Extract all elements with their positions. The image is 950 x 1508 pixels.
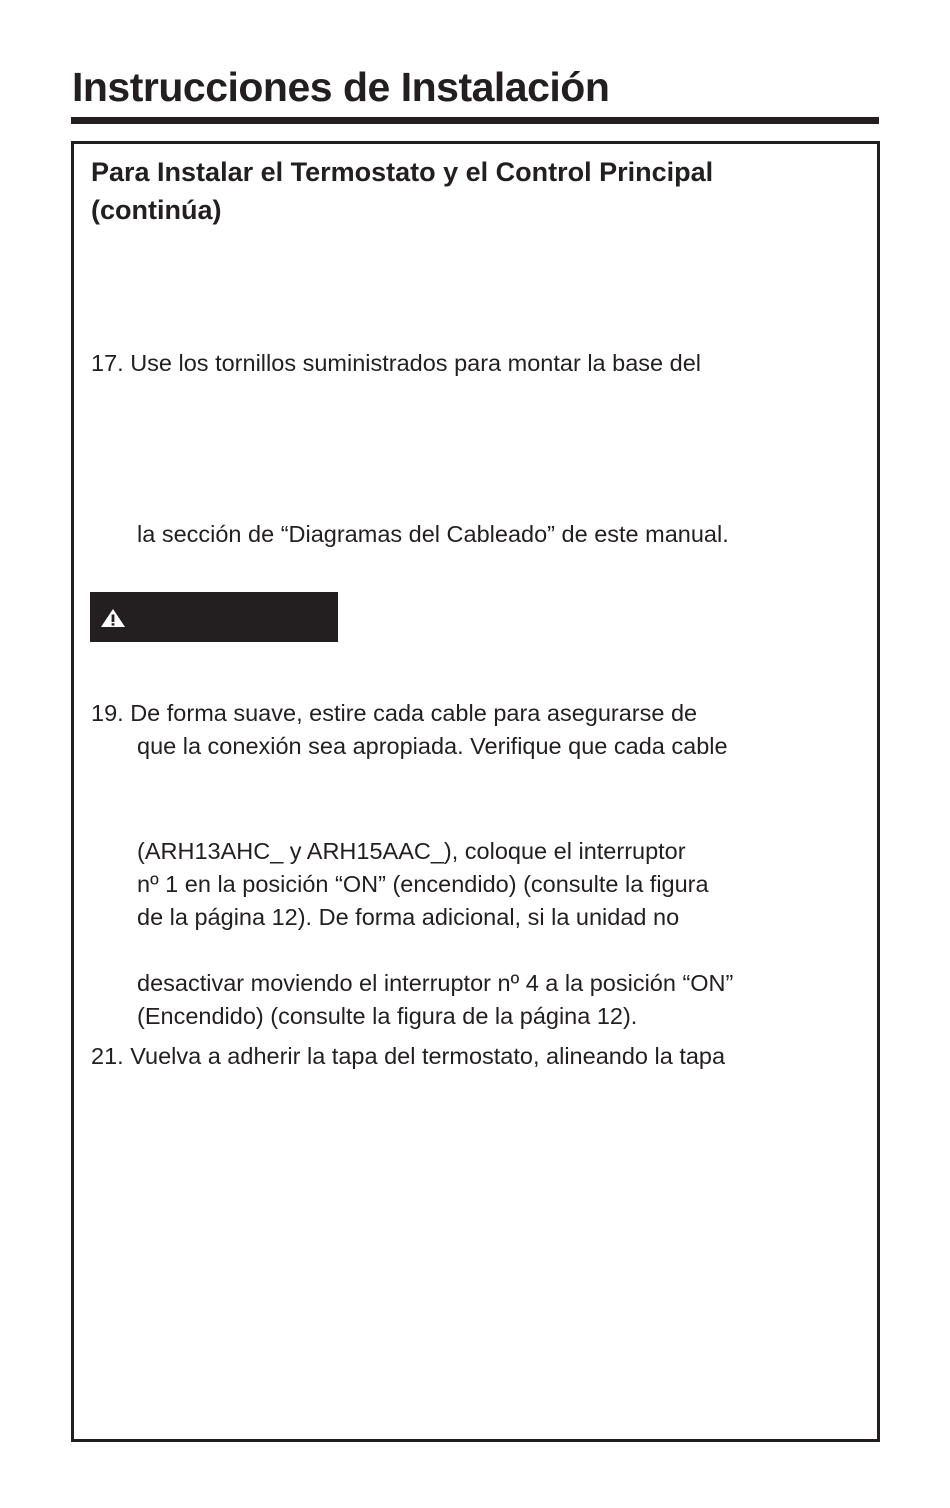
content-box [71, 141, 880, 1442]
encendido-line: (Encendido) (consulte la figura de la página 12). [137, 1003, 638, 1029]
switch-1-line: nº 1 en la posición “ON” (encendido) (consulte la figura [137, 871, 709, 897]
switch-4-line: desactivar moviendo el interruptor nº 4 a la posición “ON” [137, 970, 734, 996]
step-19-line-2: que la conexión sea apropiada. Verifique que cada cable [137, 733, 728, 759]
step-19-line-1: 19. De forma suave, estire cada cable para asegurarse de [91, 700, 698, 726]
step-21-line: 21. Vuelva a adherir la tapa del termostato, alineando la tapa [91, 1043, 726, 1069]
step-17-line: 17. Use los tornillos suministrados para montar la base del [91, 350, 701, 376]
wiring-reference-line: la sección de “Diagramas del Cableado” de este manual. [137, 521, 729, 547]
section-heading: Para Instalar el Termostato y el Control Principal (continúa) [91, 157, 714, 225]
page-title: Instrucciones de Instalación [72, 64, 610, 110]
title-rule [71, 117, 879, 124]
warning-banner [90, 592, 338, 642]
page-ref-line: de la página 12). De forma adicional, si la unidad no [137, 904, 680, 930]
model-line: (ARH13AHC_ y ARH15AAC_), coloque el interruptor [137, 838, 686, 864]
warning-triangle-icon [100, 608, 126, 628]
